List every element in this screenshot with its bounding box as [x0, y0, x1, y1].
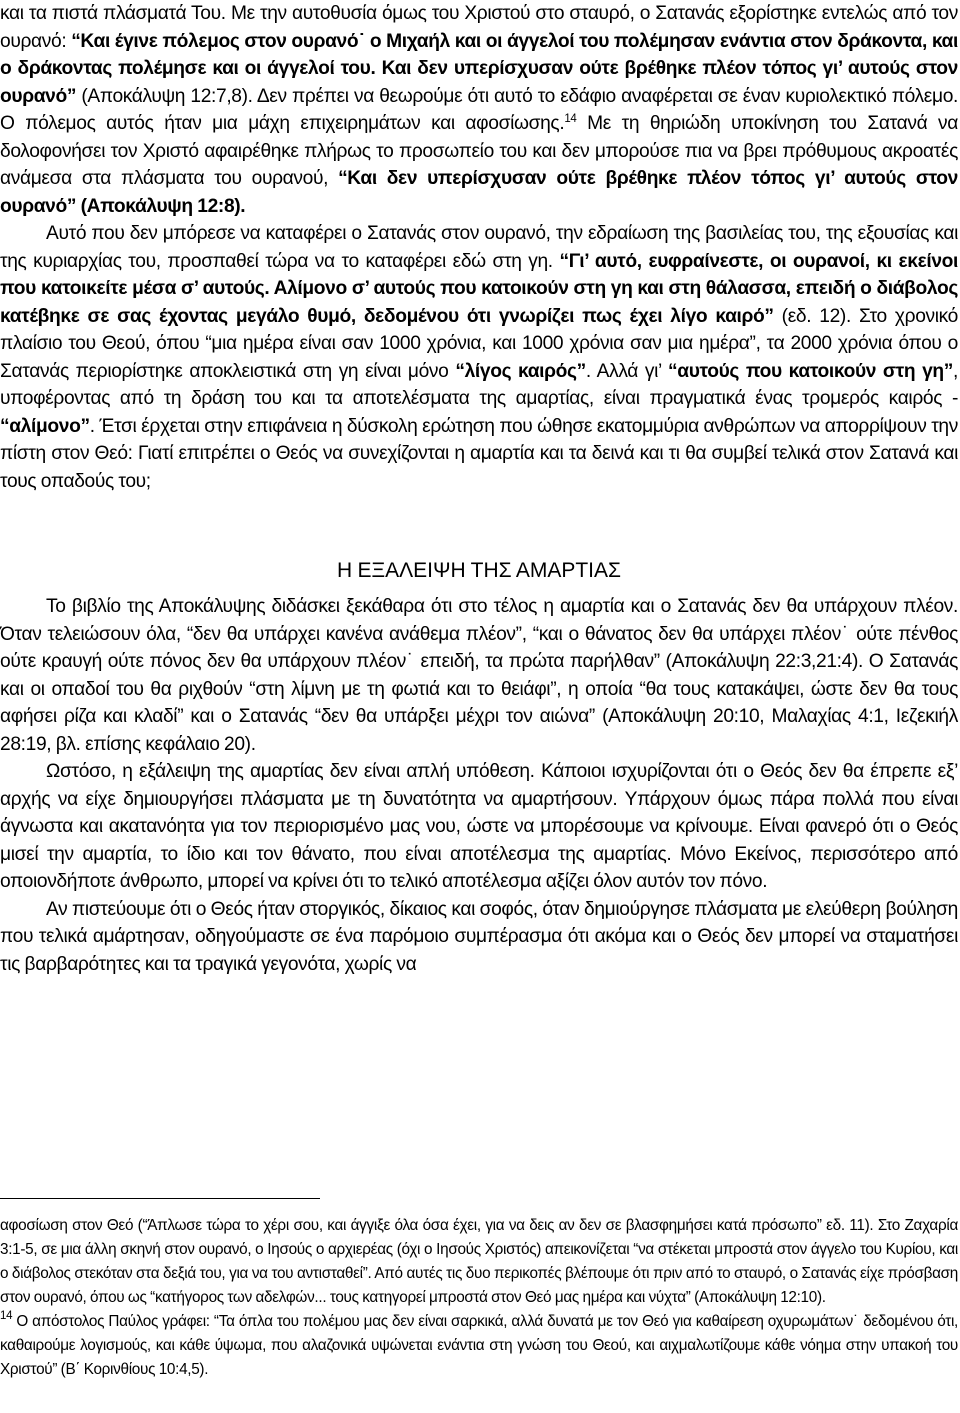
footnote-marker: 14 [564, 113, 577, 125]
footnotes [0, 1214, 958, 1382]
bold-quote: “αυτούς που κατοικούν στη γη” [668, 360, 954, 382]
text-run: Το βιβλίο της Αποκάλυψης διδάσκει ξεκάθαρα ότι στο τέλος η αμαρτία και ο Σατανάς δεν θα υπάρχουν πλέον. Όταν τελειώσουν όλα, “δεν θα υπάρχει κανένα ανάθεμα πλέον”, “και ο θάνατος δεν θα υπάρχει πλέον˙ ούτε πένθος ούτε κραυγή ούτε πόνος δεν θα υπάρχουν πλέον˙ επειδή, τα πρώτα παρήλθαν” (Αποκάλυψη 22:3,21:4). Ο Σατανάς και οι οπαδοί του θα ριχθούν “στη λίμνη με τη φωτιά και το θειάφι”, η οποία “θα τους κατακάψει, ώστε δεν θα τους αφήσει ρίζα και κλαδί” και ο Σατανάς “δεν θα υπάρξει μέχρι τον αιώνα” (Αποκάλυψη 20:10, Μαλαχίας 4:1, Ιεζεκιήλ 28:19, βλ. επίσης κεφάλαιο 20). [0, 596, 958, 755]
footnote-marker: 14 [0, 1310, 13, 1322]
footnote-14 [0, 1310, 958, 1382]
bold-quote: “Και δεν υπερίσχυσαν ούτε βρέθηκε πλέον τόπος γι’ αυτούς στον ουρανό” (Αποκάλυψη 12:8). [0, 168, 958, 217]
footnote-continuation [0, 1214, 958, 1310]
text-run: Αν πιστεύουμε ότι ο Θεός ήταν στοργικός, δίκαιος και σοφός, όταν δημιούργησε πλάσματα με ελεύθερη βούληση που τελικά αμάρτησαν, οδηγούμαστε σε ένα παρόμοιο συμπέρασμα ότι ακόμα και ο Θεός δεν μπορεί να σταματήσει τις βαρβαρότητες και τα τραγικά γεγονότα, χωρίς να [0, 898, 958, 975]
text-run: . Αλλά γι’ [585, 360, 669, 382]
text-run: Αυτό που δεν μπόρεσε να καταφέρει ο Σατανάς στον ουρανό, την εδραίωση της βασιλείας του, της εξουσίας και της κυριαρχίας του, προσπαθεί τώρα να το καταφέρει εδώ στη γη. [0, 223, 958, 272]
text-run: . Έτσι έρχεται στην επιφάνεια η δύσκολη ερώτηση που ώθησε εκατομμύρια ανθρώπων να απορρίψουν την πίστη στον Θεό: Γιατί επιτρέπει ο Θεός να συνεχίζονται η αμαρτία και τα δεινά και τι θα συμβεί τελικά στον Σατανά και τους οπαδούς του; [0, 415, 958, 492]
bold-quote: “λίγος καιρός” [455, 360, 586, 382]
paragraph-5 [0, 896, 958, 979]
text-run: , υποφέροντας από τη δράση του και τα αποτελέσματα της αμαρτίας, είναι πραγματικά ένας τρομερός καιρός - [0, 360, 959, 409]
bold-quote: “Και έγινε πόλεμος στον ουρανό˙ ο Μιχαήλ και οι άγγελοί του πολέμησαν ενάντια στον δράκοντα, και ο δράκοντας πολέμησε και οι άγγελοί του. Και δεν υπερίσχυσαν ούτε βρέθηκε πλέον τόπος γι’ αυτούς στον ουρανό” [0, 30, 958, 107]
text-run: και τα πιστά πλάσματά Του. Με την αυτοθυσία όμως του Χριστού στο σταυρό, ο Σατανάς εξορίστηκε εντελώς από τον ουρανό: [0, 3, 958, 52]
text-run: Ο απόστολος Παύλος γράφει: “Τα όπλα του πολέμου μας δεν είναι σαρκικά, αλλά δυνατά με τον Θεό για καθαίρεση οχυρωμάτων˙ δεδομένου ότι, καθαιρούμε λογισμούς, και κάθε ύψωμα, που αλαζονικά υψώνεται ενάντια στη γνώση του Θεού, και αιχμαλωτίζουμε κάθε νόημα στην υπακοή του Χριστού” (Β΄ Κορινθίους 10:4,5). [0, 1313, 958, 1378]
bold-quote: “Γι’ αυτό, ευφραίνεστε, οι ουρανοί, κι εκείνοι που κατοικείτε μέσα σ’ αυτούς. Αλίμονο σ’ αυτούς που κατοικούν στη γη και στη θάλασσα, επειδή ο διάβολος κατέβηκε σε σας έχοντας μεγάλο θυμό, δεδομένου ότι γνωρίζει πως έχει λίγο καιρό” [0, 250, 958, 327]
paragraph-2 [0, 220, 958, 495]
text-run: Με τη θηριώδη υποκίνηση του Σατανά να δολοφονήσει τον Χριστό αφαιρέθηκε πλήρως το προσωπείο του και δεν μπορούσε πια να βρει πρόθυμους ακροατές ανάμεσα στα πλάσματα του ουρανού, [0, 113, 958, 189]
text-run: Ωστόσο, η εξάλειψη της αμαρτίας δεν είναι απλή υπόθεση. Κάποιοι ισχυρίζονται ότι ο Θεός δεν θα έπρεπε εξ’ αρχής να είχε δημιουργήσει πλάσματα με τη δυνατότητα να αμαρτήσουν. Υπάρχουν όμως πάρα πολλά που είναι άγνωστα και ακατανόητα για τον περιορισμένο μας νου, ώστε να μπορέσουμε να κρίνουμε. Είναι φανερό ότι ο Θεός μισεί την αμαρτία, το ίδιο και τον θάνατο, που είναι αποτέλεσμα της αμαρτίας. Μόνο Εκείνος, περισσότερο από οποιονδήποτε άνθρωπο, μπορεί να κρίνει ότι το τελικό αποτέλεσμα αξίζει όλον αυτόν τον πόνο. [0, 761, 958, 892]
paragraph-3 [0, 593, 958, 758]
text-run: αφοσίωση στον Θεό (“Άπλωσε τώρα το χέρι σου, και άγγιξε όλα όσα έχει, για να δεις αν δεν σε βλασφημήσει κατά πρόσωπο” εδ. 11). Στο Ζαχαρία 3:1-5, σε μια άλλη σκηνή στον ουρανό, ο Ιησούς ο αρχιερέας (όχι ο Ιησούς Χριστός) απεικονίζεται “να στέκεται μπροστά στον άγγελο του Κυρίου, και ο διάβολος στεκόταν στα δεξιά του, για να του αντισταθεί”. Από αυτές τις δυο περικοπές βλέπουμε ότι πριν από το σταυρό, ο Σατανάς είχε πρόσβαση στον ουρανό, όπου ως “κατήγορος των αδελφών... τους κατηγορεί μπροστά στον Θεό μας ημέρα και νύχτα” (Αποκάλυψη 12:10). [0, 1217, 958, 1306]
paragraph-4 [0, 758, 958, 896]
paragraph-1 [0, 0, 958, 220]
text-run: (Αποκάλυψη 12:7,8). Δεν πρέπει να θεωρούμε ότι αυτό το εδάφιο αναφέρεται σε έναν κυριολεκτικό πόλεμο. Ο πόλεμος αυτός ήταν μια μάχη επιχειρημάτων και αφοσίωσης. [0, 85, 958, 134]
bold-quote: “αλίμονο” [0, 415, 90, 437]
footnote-separator [0, 1198, 320, 1199]
section-heading: Η ΕΞΑΛΕΙΨΗ ΤΗΣ ΑΜΑΡΤΙΑΣ [336, 559, 621, 582]
text-run: (εδ. 12). Στο χρονικό πλαίσιο του Θεού, όπου “μια ημέρα είναι σαν 1000 χρόνια, και 1000 χρόνια σαν μια ημέρα”, τα 2000 χρόνια όπου ο Σατανάς περιορίστηκε αποκλειστικά στη γη είναι μόνο [0, 305, 958, 382]
